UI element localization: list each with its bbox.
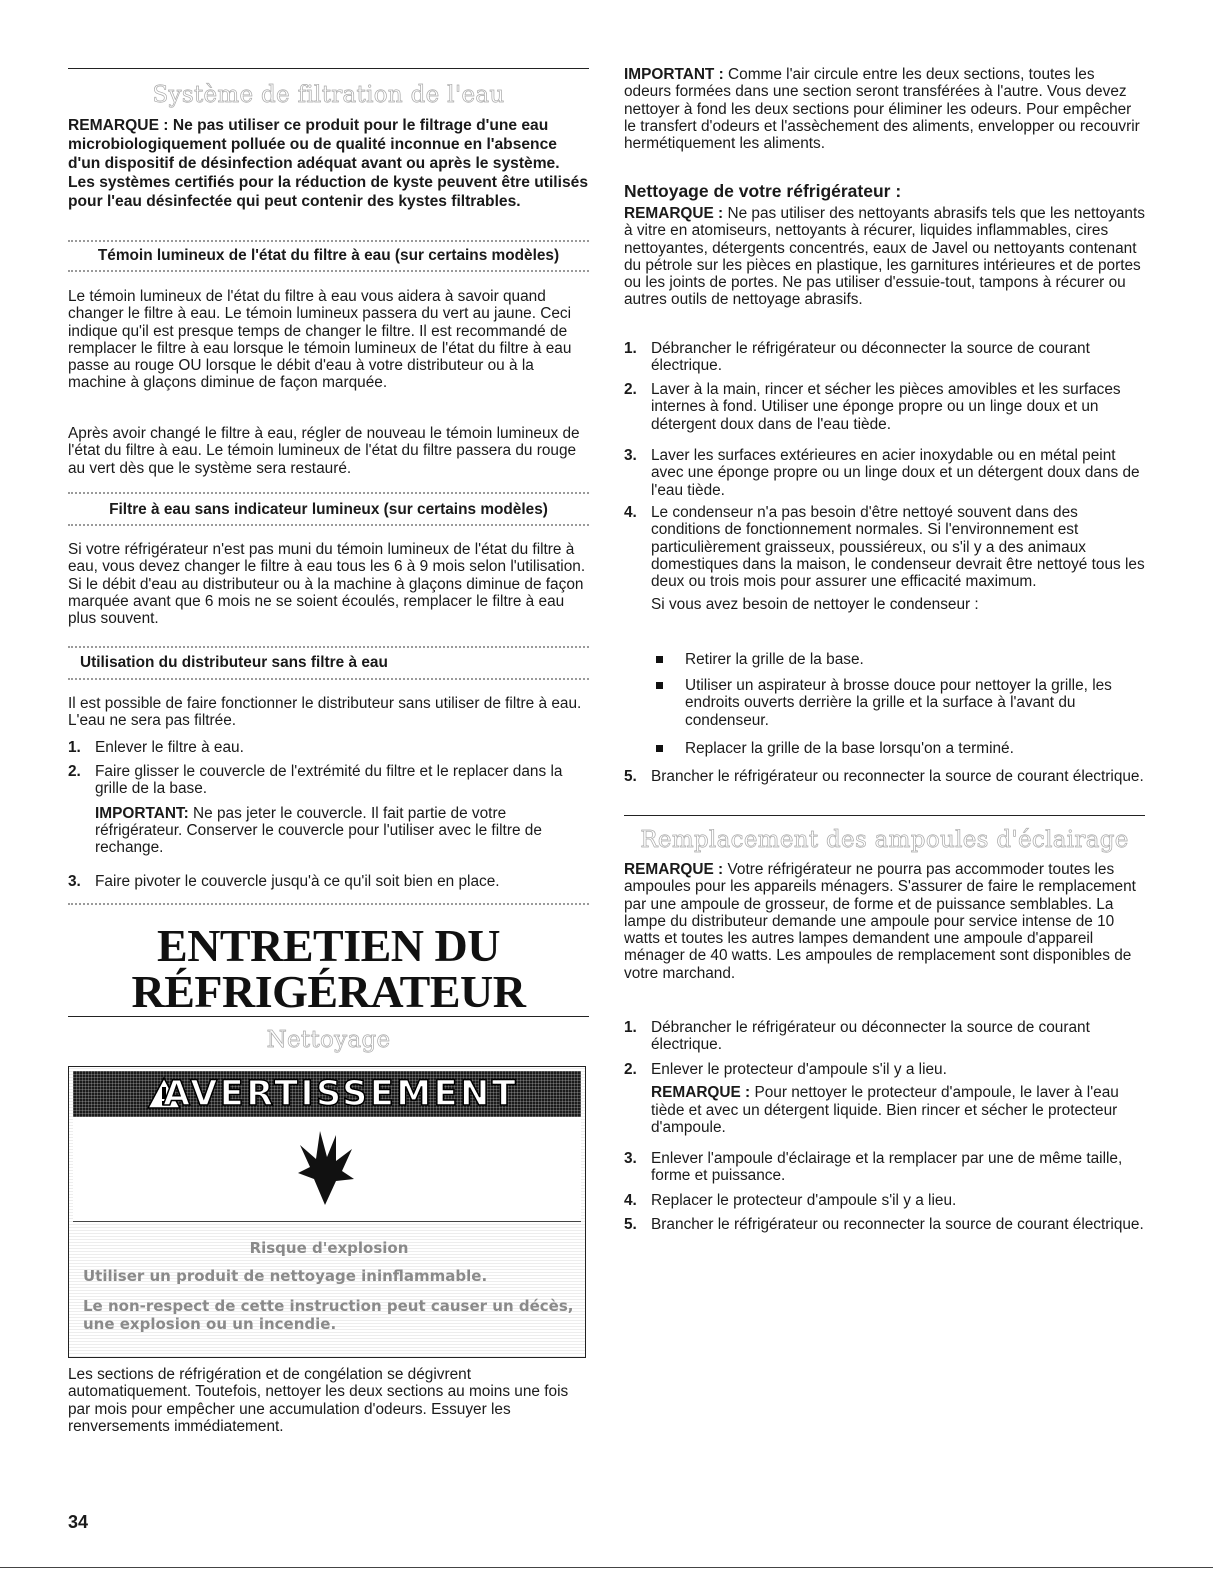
footer-rule xyxy=(0,1567,1213,1568)
warning-instruction: Utiliser un produit de nettoyage ininflammable. xyxy=(83,1267,488,1285)
list-item: 3. Faire pivoter le couvercle jusqu'à ce qu'il soit bien en place. xyxy=(68,873,500,890)
section-title-bulbs: Remplacement des ampoules d'éclairage xyxy=(640,827,1129,853)
remark-paragraph: REMARQUE : Votre réfrigérateur ne pourra pas accommoder toutes les ampoules pour les appareils ménagers. S'assurer de faire le remplacement par une ampoule de grosseur, de forme et de puissance semblables. La lampe du distributeur demande une ampoule pour service intense de 10 watts et toutes les autres lampes demandent une ampoule d'appareil ménager de 40 watts. Les ampoules de remplacement sont disponibles de votre marchand. xyxy=(624,861,1136,982)
paragraph: Les sections de réfrigération et de congélation se dégivrent automatiquement. Toutefois, nettoyer les deux sections au moins une fois par mois pour empêcher une accumulation d'odeurs. Essuyer les renversements immédiatement. xyxy=(68,1366,569,1435)
chapter-title-line-2: RÉFRIGÉRATEUR xyxy=(131,966,526,1017)
paragraph: Après avoir changé le filtre à eau, régler de nouveau le témoin lumineux de l'état du filtre à eau. Le témoin lumineux de l'état du filtre passera du rouge au vert dès que le système sera restauré. xyxy=(68,425,580,477)
filtration-remark: REMARQUE : Ne pas utiliser ce produit pour le filtrage d'une eau microbiologiquement polluée ou de qualité inconnue en l'absence d'un dispositif de désinfection adéquat avant ou après le système. Les systèmes certifiés pour la réduction de kyste peuvent être utilisés pour l'eau désinfectée qui peut contenir des kystes filtrables. xyxy=(68,117,588,210)
list-item: 5. Brancher le réfrigérateur ou reconnecter la source de courant électrique. xyxy=(624,768,1144,785)
list-item: 4. Le condenseur n'a pas besoin d'être nettoyé souvent dans des conditions de fonctionnement normales. Si l'environnement est particulièrement graisseux, poussiéreux, ou s'il y a des animaux domestiques dans la maison, le condenseur devrait être nettoyé tous les deux ou trois mois pour assurer une efficacité maximum. Si vous avez besoin de nettoyer le condenseur : xyxy=(624,504,1145,614)
chapter-title-line-1: ENTRETIEN DU xyxy=(157,920,500,971)
list-item: 2. Faire glisser le couvercle de l'extrémité du filtre et le replacer dans la grille de la base. IMPORTANT: Ne pas jeter le couvercle. Il fait partie de votre réfrigérateur. Conserver le couvercle pour l'utiliser avec le filtre de rechange. xyxy=(68,763,563,857)
dotted-divider xyxy=(68,492,589,494)
warning-hazard: Risque d'explosion xyxy=(249,1239,409,1257)
list-item: 1. Débrancher le réfrigérateur ou déconnecter la source de courant électrique. xyxy=(624,1019,1090,1054)
section-rule xyxy=(624,815,1145,816)
dotted-divider xyxy=(68,524,589,526)
dotted-divider xyxy=(68,678,589,680)
bullet-icon xyxy=(656,745,663,752)
dotted-divider xyxy=(68,903,589,905)
warning-symbol-area xyxy=(73,1117,581,1222)
bullet-item: Utiliser un aspirateur à brosse douce pour nettoyer la grille, les endroits ouverts derrière la grille et la surface à l'avant du condenseur. xyxy=(624,677,1145,729)
list-item: 3. Enlever l'ampoule d'éclairage et la remplacer par une de même taille, forme et puissance. xyxy=(624,1150,1123,1185)
list-item: 5. Brancher le réfrigérateur ou reconnecter la source de courant électrique. xyxy=(624,1216,1144,1233)
page-number: 34 xyxy=(68,1512,89,1532)
list-item: 1. Débrancher le réfrigérateur ou déconnecter la source de courant électrique. xyxy=(624,340,1090,375)
bullet-icon xyxy=(656,682,663,689)
warning-box xyxy=(68,1066,586,1358)
heading-clean-fridge: Nettoyage de votre réfrigérateur : xyxy=(624,181,902,201)
section-title-cleaning: Nettoyage xyxy=(266,1027,391,1053)
remark-paragraph: REMARQUE : Ne pas utiliser des nettoyants abrasifs tels que les nettoyants à vitre en atomiseurs, nettoyants à récurer, liquides inflammables, cires nettoyantes, détergents concentrés, eaux de Javel ou nettoyants contenant du pétrole sur les pièces en plastique, les garnitures intérieures et de portes ou les joints de portes. Ne pas utiliser d'essuie-tout, tampons à récurer ou autres outils de nettoyage abrasifs. xyxy=(624,205,1145,309)
paragraph: Le témoin lumineux de l'état du filtre à eau vous aidera à savoir quand changer le filtre à eau. Le témoin lumineux passera du vert au jaune. Ceci indique qu'il est presque temps de changer le filtre. Il est recommandé de remplacer le filtre à eau lorsque le témoin lumineux de l'état du filtre à eau passe au rouge OU lorsque le débit d'eau à votre distributeur ou à la machine à glaçons diminue de façon marquée. xyxy=(68,288,572,392)
list-item: 2. Laver à la main, rincer et sécher les pièces amovibles et les surfaces internes à fond. Utiliser une éponge propre ou un linge doux et un détergent doux dans de l'eau tiède. xyxy=(624,381,1121,433)
dotted-divider xyxy=(68,646,589,648)
list-item: 4. Replacer le protecteur d'ampoule s'il y a lieu. xyxy=(624,1192,957,1209)
warning-banner xyxy=(73,1071,581,1117)
subheading-filter-indicator: Témoin lumineux de l'état du filtre à eau (sur certains modèles) xyxy=(97,247,560,264)
subheading-filter-no-indicator: Filtre à eau sans indicateur lumineux (sur certains modèles) xyxy=(109,501,548,518)
section-rule xyxy=(68,1016,589,1017)
paragraph: Si votre réfrigérateur n'est pas muni du témoin lumineux de l'état du filtre à eau, vous devez changer le filtre à eau tous les 6 à 9 mois selon l'utilisation. Si le débit d'eau au distributeur ou à la machine à glaçons diminue de façon marquée avant que 6 mois ne se soient écoulés, remplacer le filtre à eau plus souvent. xyxy=(68,541,586,628)
dotted-divider xyxy=(68,270,589,272)
warning-consequence: Le non-respect de cette instruction peut causer un décès, une explosion ou un incendie. xyxy=(83,1297,574,1333)
important-paragraph: IMPORTANT : Comme l'air circule entre les deux sections, toutes les odeurs formées dans une section seront transférées à l'autre. Vous devez nettoyer à fond les deux sections pour éliminer les odeurs. Pour empêcher le transfert d'odeurs et l'assèchement des aliments, envelopper ou recouvrir hermétiquement les aliments. xyxy=(624,66,1140,153)
section-rule xyxy=(68,68,589,69)
bullet-icon xyxy=(656,656,663,663)
list-item: 1. Enlever le filtre à eau. xyxy=(68,739,244,756)
dotted-divider xyxy=(68,240,589,242)
paragraph: Il est possible de faire fonctionner le distributeur sans utiliser de filtre à eau. L'eau ne sera pas filtrée. xyxy=(68,695,582,730)
list-item: 3. Laver les surfaces extérieures en acier inoxydable ou en métal peint avec une éponge propre ou un linge doux et un détergent doux dans de l'eau tiède. xyxy=(624,447,1140,499)
explosion-icon xyxy=(296,1127,354,1205)
bullet-item: Replacer la grille de la base lorsqu'on a terminé. xyxy=(624,740,1145,757)
list-item: 2. Enlever le protecteur d'ampoule s'il y a lieu. REMARQUE : Pour nettoyer le protecteur d'ampoule, le laver à l'eau tiède et avec un détergent liquide. Bien rincer et sécher le protecteur d'ampoule. xyxy=(624,1061,1119,1136)
warning-banner-text: AVERTISSEMENT xyxy=(163,1074,519,1114)
bullet-item: Retirer la grille de la base. xyxy=(624,651,1145,668)
section-title-filtration: Système de filtration de l'eau xyxy=(152,82,505,108)
subheading-no-filter: Utilisation du distributeur sans filtre à eau xyxy=(80,654,388,671)
